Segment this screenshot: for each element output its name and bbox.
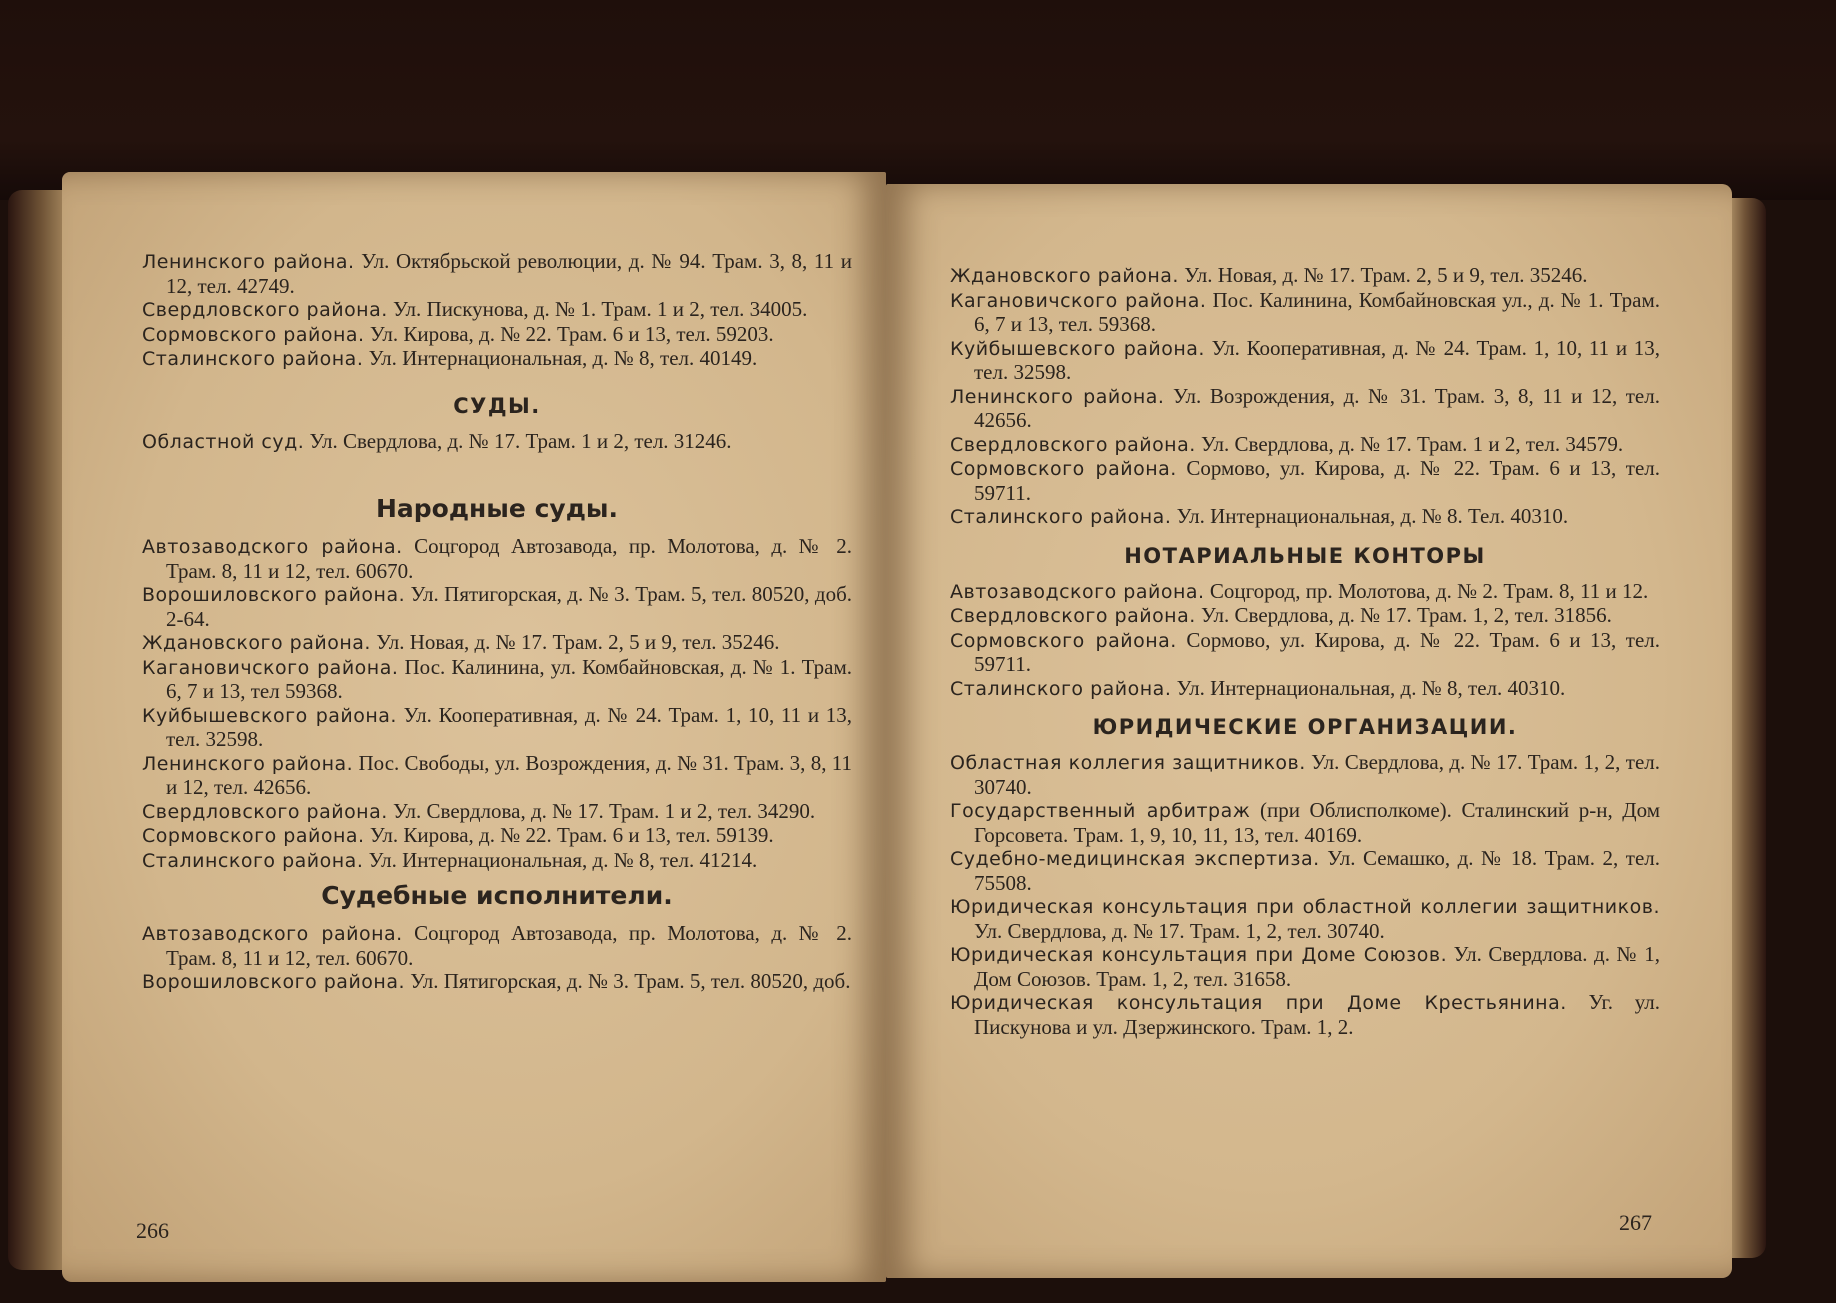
directory-entry [950, 604, 1660, 629]
entry-heading: Кагановичского района. [142, 656, 399, 679]
entry-heading: Свердловского района. [142, 299, 388, 321]
section-list [950, 751, 1660, 1039]
directory-entry [950, 580, 1660, 605]
directory-entry [950, 847, 1660, 895]
entry-heading: Ворошиловского района. [142, 971, 406, 993]
directory-entry [142, 922, 852, 970]
directory-entry [950, 991, 1660, 1039]
section-heading-peoples-courts: Народные суды. [375, 494, 618, 523]
directory-entry [950, 895, 1660, 943]
scan-background [0, 0, 1836, 200]
entry-details: Ул. Октябрьской революции, д. № 94. Трам. 3, 8, 11 и 12, тел. 42749. [166, 249, 852, 298]
directory-entry [142, 250, 852, 298]
entry-heading: Ждановского района. [142, 632, 371, 654]
entry-heading: Ленинского района. [142, 752, 354, 775]
directory-entry [950, 751, 1660, 799]
directory-entry [950, 799, 1660, 847]
entry-details: Ул. Пятигорская, д. № 3. Трам. 5, тел. 80520, доб. [410, 969, 851, 993]
entry-heading: Областной суд. [142, 430, 305, 453]
directory-entry [950, 943, 1660, 991]
entry-details: Ул. Свердлова, д. № 17. Трам. 1, 2, тел. 30740. [974, 918, 1385, 943]
entry-details: Сормово, ул. Кирова, д. № 22. Трам. 6 и 13, тел. 59711. [974, 627, 1661, 676]
entry-details: Соцгород Автозавода, пр. Молотова, д. № 2. Трам. 8, 11 и 12, тел. 60670. [166, 921, 852, 970]
directory-entry [950, 677, 1660, 702]
directory-entry [142, 298, 852, 323]
entry-details: Ул. Новая, д. № 17. Трам. 2, 5 и 9, тел. 35246. [376, 630, 780, 654]
entry-details: Ул. Свердлова, д. № 17. Трам. 1 и 2, тел. 34290. [393, 798, 816, 823]
entry-details: Соцгород Автозавода, пр. Молотова, д. № 2. Трам. 8, 11 и 12, тел. 60670. [166, 534, 852, 583]
directory-entry [142, 535, 852, 583]
entry-heading: Ворошиловского района. [142, 584, 406, 606]
directory-entry [142, 347, 852, 372]
directory-entry [950, 337, 1660, 385]
book-edge-right [1728, 198, 1766, 1258]
section-heading-notary: НОТАРИАЛЬНЫЕ КОНТОРЫ [1124, 543, 1486, 568]
directory-entry [950, 433, 1660, 458]
page-number: 266 [136, 1218, 169, 1243]
entry-heading: Сормовского района. [950, 458, 1177, 480]
right-page-content [950, 264, 1660, 1039]
entry-details: Сормово, ул. Кирова, д. № 22. Трам. 6 и 13, тел. 59711. [974, 456, 1661, 505]
entry-heading: Сталинского района. [950, 677, 1172, 700]
entry-heading: Государственный арбитраж [950, 800, 1251, 822]
entry-heading: Автозаводского района. [142, 923, 403, 945]
directory-entry [950, 505, 1660, 530]
entry-details: Соцгород, пр. Молотова, д. № 2. Трам. 8, 11 и 12. [1209, 578, 1649, 603]
directory-entry [142, 970, 852, 995]
directory-entry [142, 430, 852, 455]
entry-details: Ул. Возрождения, д. № 31. Трам. 3, 8, 11 и 12, тел. 42656. [974, 383, 1660, 432]
entry-heading: Куйбышевского района. [142, 704, 397, 727]
entry-details: Ул. Кирова, д. № 22. Трам. 6 и 13, тел. 59139. [369, 823, 774, 847]
entry-details: Ул. Свердлова. д. № 1, Дом Союзов. Трам. 1, 2, тел. 31658. [974, 942, 1661, 991]
section-list [950, 264, 1660, 530]
section-list [142, 430, 852, 455]
page-number: 267 [1619, 1210, 1652, 1235]
entry-details: Ул. Свердлова, д. № 17. Трам. 1, 2, тел. 31856. [1201, 603, 1612, 627]
entry-heading: Судебно-медицинская экспертиза. [950, 848, 1320, 870]
directory-entry [142, 800, 852, 825]
entry-details: Ул. Интернациональная, д. № 8. Тел. 40310. [1176, 504, 1569, 528]
entry-heading: Сормовского района. [142, 825, 365, 847]
entry-heading: Свердловского района. [950, 433, 1196, 456]
entry-heading: Автозаводского района. [142, 536, 403, 558]
entry-heading: Сормовского района. [950, 629, 1177, 652]
section-list [950, 580, 1660, 702]
section-heading-legal: ЮРИДИЧЕСКИЕ ОРГАНИЗАЦИИ. [1092, 715, 1518, 739]
entry-details: Уг. ул. Пискунова и ул. Дзержинского. Трам. 1, 2. [974, 990, 1661, 1039]
directory-entry [142, 583, 852, 631]
directory-entry [142, 631, 852, 656]
entry-heading: Свердловского района. [950, 605, 1196, 627]
entry-details: Ул. Интернациональная, д. № 8, тел. 40149. [368, 346, 758, 370]
section-heading-courts: СУДЫ. [453, 393, 541, 418]
directory-entry [950, 457, 1660, 505]
book-edge-left [8, 190, 68, 1270]
entry-heading: Ленинского района. [950, 385, 1165, 408]
directory-entry [142, 656, 852, 704]
directory-entry [142, 824, 852, 849]
section-list [142, 250, 852, 372]
entry-heading: Ленинского района. [142, 251, 355, 273]
directory-entry [950, 629, 1660, 677]
entry-details: Ул. Пискунова, д. № 1. Трам. 1 и 2, тел. 34005. [393, 297, 808, 321]
entry-heading: Юридическая консультация при Доме Союзов. [950, 944, 1448, 966]
directory-entry [142, 752, 852, 800]
entry-details: Ул. Семашко, д. № 18. Трам. 2, тел. 75508. [974, 846, 1661, 895]
entry-heading: Кагановичского района. [950, 289, 1207, 312]
entry-details: Ул. Интернациональная, д. № 8, тел. 40310. [1176, 675, 1566, 700]
entry-heading: Сталинского района. [950, 506, 1172, 528]
left-page-content [142, 250, 852, 995]
entry-heading: Сталинского района. [142, 849, 364, 872]
entry-heading: Сталинского района. [142, 348, 364, 370]
entry-heading: Автозаводского района. [950, 580, 1205, 603]
entry-details: Пос. Свободы, ул. Возрождения, д. № 31. Трам. 3, 8, 11 и 12, тел. 42656. [166, 750, 852, 799]
entry-heading: Областная коллегия защитников. [950, 752, 1306, 774]
entry-heading: Ждановского района. [950, 265, 1179, 287]
left-page [62, 172, 886, 1282]
entry-details: Пос. Калинина, Комбайновская ул., д. № 1. Трам. 6, 7 и 13, тел. 59368. [974, 287, 1661, 336]
entry-details: Ул. Кооперативная, д. № 24. Трам. 1, 10, 11 и 13, тел. 32598. [974, 335, 1660, 384]
directory-entry [950, 289, 1660, 337]
entry-details: Ул. Свердлова, д. № 17. Трам. 1, 2, тел. 30740. [974, 750, 1660, 799]
directory-entry [142, 704, 852, 752]
entry-details: Ул. Свердлова, д. № 17. Трам. 1 и 2, тел. 34579. [1201, 431, 1624, 456]
section-heading-bailiffs: Судебные исполнители. [321, 881, 673, 910]
entry-details: Ул. Кирова, д. № 22. Трам. 6 и 13, тел. 59203. [369, 321, 774, 346]
entry-heading: Сормовского района. [142, 323, 365, 346]
directory-entry [142, 849, 852, 874]
entry-heading: Свердловского района. [142, 800, 388, 823]
directory-entry [950, 264, 1660, 289]
section-list [142, 922, 852, 995]
directory-entry [142, 323, 852, 348]
entry-details: Ул. Свердлова, д. № 17. Трам. 1 и 2, тел. 31246. [309, 428, 732, 453]
entry-heading: Юридическая консультация при Доме Крестьянина. [950, 992, 1567, 1014]
entry-heading: Юридическая консультация при областной коллегии защитников. [950, 896, 1660, 918]
entry-details: Ул. Пятигорская, д. № 3. Трам. 5, тел. 80520, доб. 2-64. [166, 582, 853, 631]
right-page [886, 184, 1732, 1278]
entry-details: Ул. Интернациональная, д. № 8, тел. 41214. [368, 847, 758, 872]
section-list [142, 535, 852, 873]
entry-heading: Куйбышевского района. [950, 337, 1205, 360]
directory-entry [950, 385, 1660, 433]
entry-details: Ул. Кооперативная, д. № 24. Трам. 1, 10, 11 и 13, тел. 32598. [166, 702, 852, 751]
entry-details: Пос. Калинина, ул. Комбайновская, д. № 1. Трам. 6, 7 и 13, тел 59368. [166, 654, 853, 703]
entry-details: Ул. Новая, д. № 17. Трам. 2, 5 и 9, тел. 35246. [1184, 263, 1588, 287]
entry-details: (при Облисполкоме). Сталинский р-н, Дом Горсовета. Трам. 1, 9, 10, 11, 13, тел. 40169. [974, 798, 1660, 847]
